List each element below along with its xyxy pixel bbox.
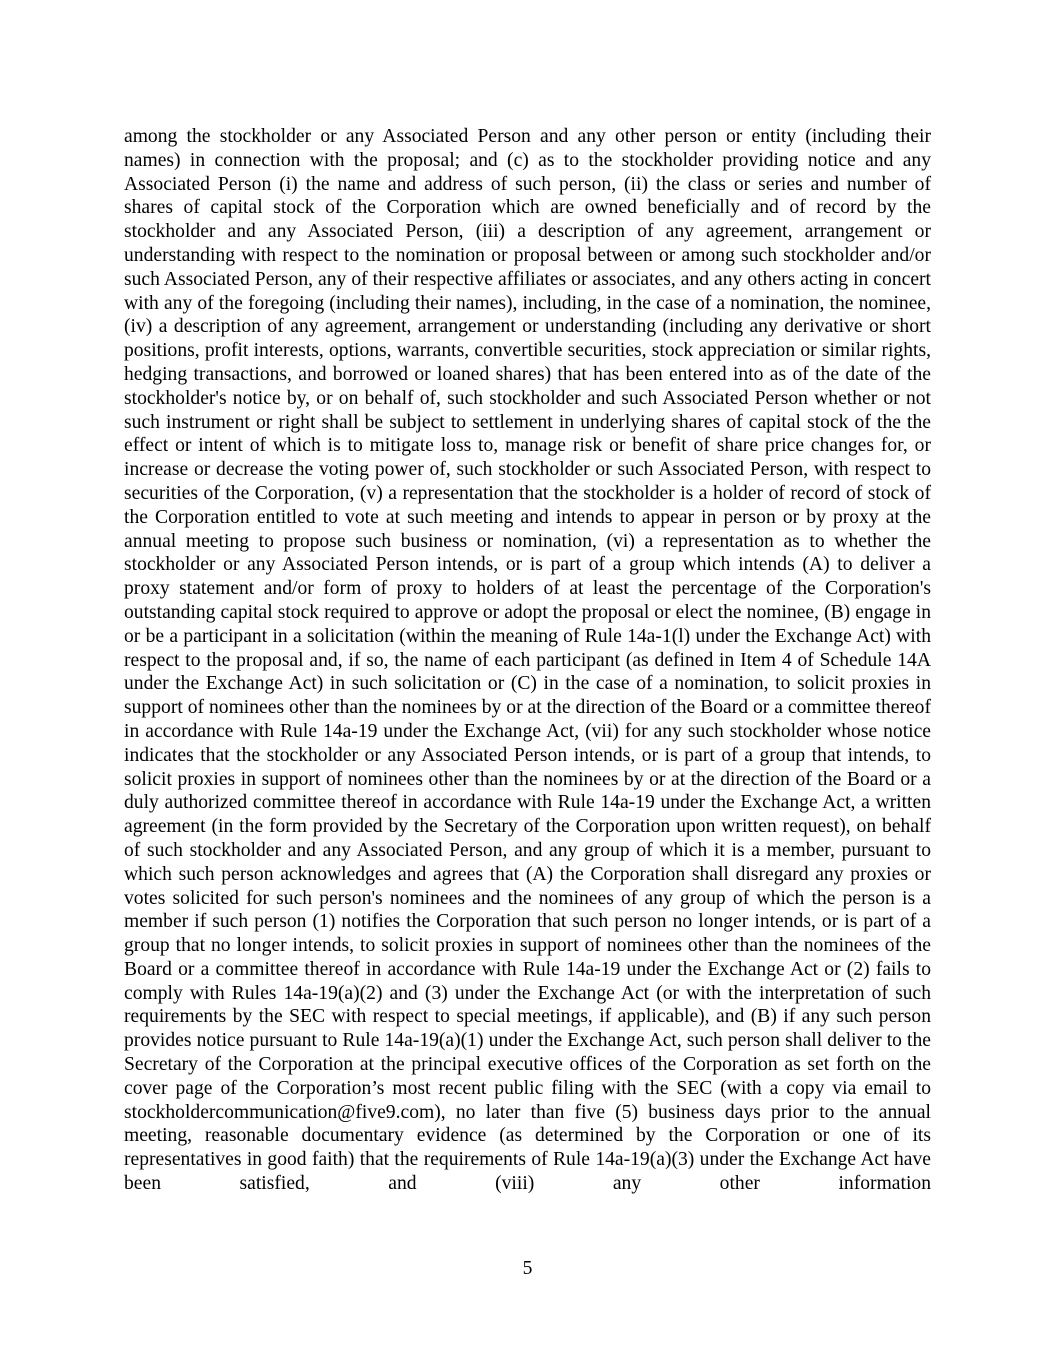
body-paragraph: among the stockholder or any Associated Person and any other person or entity (including their names) in connection with the proposal; and (c) as to the stockholder providing notice and any Associated Person (i) the name and address of such person, (ii) the class or series and number of shares of capital stock of the Corporation which are owned beneficially and of record by the stockholder and any Associated Person, (iii) a description of any agreement, arrangement or understanding with respect to the nomination or proposal between or among such stockholder and/or such Associated Person, any of their respective affiliates or associates, and any others acting in concert with any of the foregoing (including their names), including, in the case of a nomination, the nominee, (iv) a description of any agreement, arrangement or understanding (including any derivative or short positions, profit interests, options, warrants, convertible securities, stock appreciation or similar rights, hedging transactions, and borrowed or loaned shares) that has been entered into as of the date of the stockholder's notice by, or on behalf of, such stockholder and such Associated Person whether or not such instrument or right shall be subject to settlement in underlying shares of capital stock of the the effect or intent of which is to mitigate loss to, manage risk or benefit of share price changes for, or increase or decrease the voting power of, such stockholder or such Associated Person, with respect to securities of the Corporation, (v) a representation that the stockholder is a holder of record of stock of the Corporation entitled to vote at such meeting and intends to appear in person or by proxy at the annual meeting to propose such business or nomination, (vi) a representation as to whether the stockholder or any Associated Person intends, or is part of a group which intends (A) to deliver a proxy statement and/or form of proxy to holders of at least the percentage of the Corporation's outstanding capital stock required to approve or adopt the proposal or elect the nominee, (B) engage in or be a participant in a solicitation (within the meaning of Rule 14a-1(l) under the Exchange Act) with respect to the proposal and, if so, the name of each participant (as defined in Item 4 of Schedule 14A under the Exchange Act) in such solicitation or (C) in the case of a nomination, to solicit proxies in support of nominees other than the nominees by or at the direction of the Board or a committee thereof in accordance with Rule 14a-19 under the Exchange Act, (vii) for any such stockholder whose notice indicates that the stockholder or any Associated Person intends, or is part of a group that intends, to solicit proxies in support of nominees other than the nominees by or at the direction of the Board or a duly authorized committee thereof in accordance with Rule 14a-19 under the Exchange Act, a written agreement (in the form provided by the Secretary of the Corporation upon written request), on behalf of such stockholder and any Associated Person, and any group of which it is a member, pursuant to which such person acknowledges and agrees that (A) the Corporation shall disregard any proxies or votes solicited for such person's nominees and the nominees of any group of which the person is a member if such person (1) notifies the Corporation that such person no longer intends, or is part of a group that no longer intends, to solicit proxies in support of nominees other than the nominees of the Board or a committee thereof in accordance with Rule 14a-19 under the Exchange Act or (2) fails to comply with Rules 14a-19(a)(2) and (3) under the Exchange Act (or with the interpretation of such requirements by the SEC with respect to special meetings, if applicable), and (B) if any such person provides notice pursuant to Rule 14a-19(a)(1) under the Exchange Act, such person shall deliver to the Secretary of the Corporation at the principal executive offices of the Corporation as set forth on the cover page of the Corporation’s most recent public filing with the SEC (with a copy via email to stockholdercommunication@five9.com), no later than five (5) business days prior to the annual meeting, reasonable documentary evidence (as determined by the Corporation or one of its representatives in good faith) that the requirements of Rule 14a-19(a)(3) under the Exchange Act have been satisfied, and (viii) any other information: [124, 126, 931, 1195]
page-number: 5: [522, 1258, 533, 1279]
